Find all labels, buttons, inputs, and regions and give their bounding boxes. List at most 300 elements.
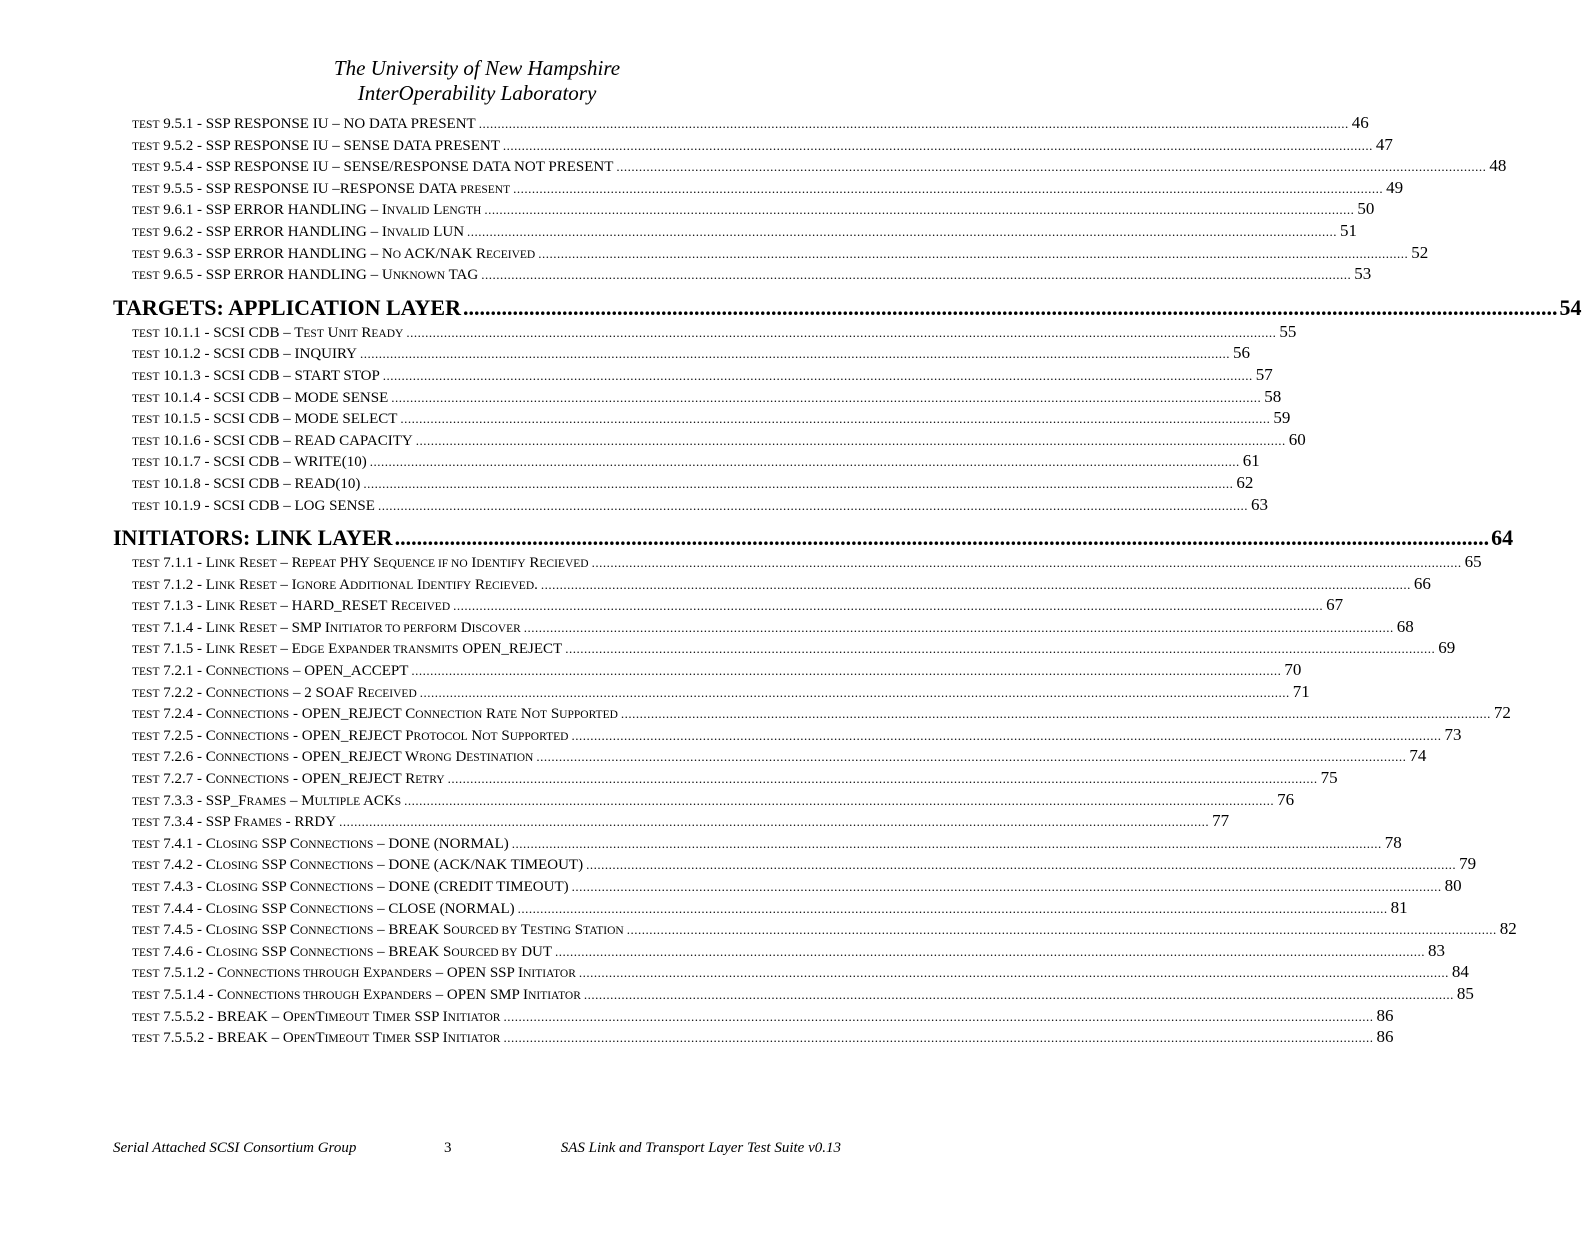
toc-entry-text: 7.2.7 - C xyxy=(159,771,216,788)
toc-entry-text: TEST xyxy=(132,414,160,427)
toc-entry-text: 7.2.4 - C xyxy=(159,706,216,723)
toc-entry-text: O xyxy=(392,248,402,261)
toc-entry-text: 9.5.5 - SSP RESPONSE IU –RESPONSE DATA xyxy=(159,180,461,197)
toc-entry-text: TEST xyxy=(132,558,160,571)
toc-entry-text: OURCED BY xyxy=(451,946,518,959)
toc-entry-text: S xyxy=(547,706,560,723)
toc-entry-text: ONNECTION xyxy=(415,709,483,722)
toc-entry-text: T xyxy=(517,922,531,939)
toc-entry-text: ONNECTIONS xyxy=(215,774,290,787)
toc-entry[interactable] xyxy=(113,1027,1394,1049)
toc-entry-label xyxy=(132,433,413,450)
toc-entry[interactable] xyxy=(113,919,1517,941)
toc-entry-label xyxy=(132,987,581,1004)
toc-entry-text: TEST xyxy=(132,644,160,657)
toc-entry[interactable] xyxy=(113,660,1302,682)
dot-leader xyxy=(445,771,1321,787)
toc-entry-text: ONNECTIONS xyxy=(299,925,374,938)
toc-entry-label xyxy=(132,498,375,515)
toc-entry[interactable] xyxy=(113,811,1230,833)
toc-entry-text: 7.3.4 - SSP F xyxy=(159,814,243,831)
toc-entry-label xyxy=(132,411,397,428)
toc-entry-text: TEST xyxy=(132,1011,160,1024)
toc-entry-label xyxy=(132,246,535,263)
toc-entry-text: ESET xyxy=(249,601,277,614)
toc-entry-label xyxy=(132,1009,500,1026)
toc-entry-label xyxy=(132,793,401,810)
toc-entry-text: IMEOUT xyxy=(324,1011,370,1024)
toc-entry-text: 10.1.6 - SCSI CDB – READ CAPACITY xyxy=(159,432,413,449)
toc-entry-text: – R xyxy=(276,555,302,572)
toc-entry-text: ONNECTIONS xyxy=(299,903,374,916)
toc-entry-text: 7.5.1.2 - C xyxy=(159,965,227,982)
toc-entry[interactable] xyxy=(113,876,1462,898)
dot-leader xyxy=(464,224,1340,240)
toc-entry[interactable] xyxy=(113,789,1295,812)
toc-entry-text: 7.2.5 - C xyxy=(159,727,216,744)
page-header xyxy=(0,56,954,106)
toc-page-number: 48 xyxy=(1489,156,1507,176)
toc-entry-text: NITIATOR xyxy=(447,1033,501,1046)
toc-page-number: 85 xyxy=(1456,983,1474,1003)
toc-entry-text: A xyxy=(336,576,350,593)
toc-entry[interactable] xyxy=(113,494,1268,517)
toc-entry-text: 7.5.1.4 - C xyxy=(159,986,227,1003)
toc-entry[interactable] xyxy=(113,573,1431,596)
toc-entry-text: ECIEVED xyxy=(539,558,589,571)
toc-entry[interactable] xyxy=(113,595,1344,617)
toc-entry-text: TEST xyxy=(132,860,160,873)
toc-entry[interactable] xyxy=(113,386,1282,409)
toc-entry-text: TEST xyxy=(132,327,160,340)
toc-page-number: 78 xyxy=(1384,832,1402,852)
toc-entry-text: NITIATOR xyxy=(528,989,581,1002)
toc-section-heading[interactable] xyxy=(113,525,1514,552)
toc-entry-text: 7.1.1 - L xyxy=(159,555,215,572)
toc-entry-text: R xyxy=(235,598,250,615)
toc-entry-label xyxy=(132,836,509,853)
toc-entry-text: I xyxy=(467,555,477,572)
toc-entry[interactable] xyxy=(113,199,1375,221)
toc-entry-text: – BREAK S xyxy=(373,943,452,960)
toc-entry[interactable] xyxy=(113,746,1427,768)
toc-entry-label xyxy=(132,620,521,637)
toc-entry-text: DENTIFY xyxy=(421,579,472,592)
toc-entry[interactable] xyxy=(113,616,1414,639)
toc-entry[interactable] xyxy=(113,408,1291,430)
toc-entry-text: TEST xyxy=(132,248,160,261)
toc-page-number: 55 xyxy=(1279,321,1297,341)
toc-entry-text: 7.1.3 - L xyxy=(159,598,215,615)
toc-entry-label xyxy=(132,476,360,493)
toc-entry-label xyxy=(132,224,464,241)
toc-entry-text: D xyxy=(457,619,472,636)
toc-entry-text: IMER xyxy=(381,1033,411,1046)
toc-entry-text: ONNECTIONS xyxy=(299,882,374,894)
toc-entry-text: UPPORTED xyxy=(509,730,569,743)
toc-entry[interactable] xyxy=(113,768,1338,790)
toc-entry-text: ONNECTIONS THROUGH xyxy=(226,968,360,981)
toc-entry-label xyxy=(132,202,481,219)
toc-entry-text: TEST xyxy=(132,140,160,153)
toc-entry-text: TEST xyxy=(132,817,160,830)
dot-leader xyxy=(367,454,1243,470)
toc-entry-text: IMEOUT xyxy=(324,1033,370,1046)
toc-entry-text: TEST xyxy=(132,270,160,283)
toc-entry-text: OT xyxy=(531,709,548,722)
dot-leader xyxy=(515,901,1391,917)
dot-leader xyxy=(568,728,1444,744)
dot-leader xyxy=(618,706,1494,722)
toc-entry-text: – M xyxy=(286,792,315,809)
toc-entry-text: E xyxy=(324,641,338,658)
toc-page-number: 64 xyxy=(1491,525,1514,551)
toc-page-number: 49 xyxy=(1386,177,1404,197)
toc-entry-text: ONNECTIONS xyxy=(215,666,290,679)
toc-entry-text: EADY xyxy=(371,327,404,340)
toc-entry-label xyxy=(132,685,417,702)
toc-entry-text: – BREAK S xyxy=(373,922,452,939)
toc-entry-text: 7.2.2 - C xyxy=(159,684,216,701)
toc-entry-text: RAMES xyxy=(246,795,287,808)
toc-entry-text: PEN xyxy=(293,1011,316,1024)
toc-entry-text: NITIATOR TO PERFORM xyxy=(329,622,457,635)
toc-entry-label xyxy=(132,555,589,572)
toc-entry-label xyxy=(132,598,450,615)
toc-entry-label xyxy=(132,965,576,982)
toc-entry-label xyxy=(132,749,533,766)
toc-entry-text: DENTIFY xyxy=(476,558,526,571)
toc-entry-text: 7.4.6 - C xyxy=(159,943,216,960)
toc-entry-text: XPANDERS xyxy=(372,968,432,981)
toc-entry-text: ACK/NAK R xyxy=(401,245,487,262)
toc-entry-text: ONNECTIONS xyxy=(215,687,290,700)
dot-leader xyxy=(357,346,1233,362)
toc-entry-text: TAG xyxy=(445,267,479,284)
toc-entry-text: INK xyxy=(214,644,236,657)
toc-entry-text: LOSING xyxy=(215,925,258,938)
toc-page-number: 73 xyxy=(1444,724,1462,744)
toc-page-number: 59 xyxy=(1273,408,1291,428)
dot-leader xyxy=(624,922,1500,938)
toc-entry-text: ECEIVED xyxy=(486,248,536,261)
toc-entry-text: T xyxy=(369,1008,382,1025)
toc-entry-text: TEST xyxy=(132,1033,160,1046)
toc-entry-label xyxy=(132,1030,500,1047)
toc-entry-text: S xyxy=(497,727,510,744)
toc-entry-text: ONNECTIONS THROUGH xyxy=(226,989,360,1002)
toc-entry-label xyxy=(132,325,403,342)
toc-entry-text: – 2 SOAF R xyxy=(289,684,368,701)
toc-entry-text: DDITIONAL xyxy=(350,579,414,592)
toc-page-number: 76 xyxy=(1277,789,1295,809)
toc-entry-text: TEST xyxy=(132,687,160,700)
dot-leader xyxy=(397,411,1273,427)
toc-entry-text: ESTING xyxy=(530,925,571,938)
dot-leader xyxy=(509,836,1385,852)
toc-entry-label xyxy=(132,368,380,385)
toc-entry-text: DGE xyxy=(300,644,325,657)
toc-entry-text: ONNECTIONS xyxy=(215,730,290,743)
toc-entry-text: TEST xyxy=(132,838,160,851)
toc-entry[interactable] xyxy=(113,552,1482,574)
toc-entry-text: OPEN_REJECT xyxy=(458,641,563,658)
toc-entry-text: ETRY xyxy=(415,774,445,787)
toc-entry[interactable] xyxy=(113,321,1297,344)
toc-entry-text: D xyxy=(451,749,467,766)
toc-entry[interactable] xyxy=(113,113,1369,135)
toc-entry-text: 9.6.2 - SSP ERROR HANDLING – I xyxy=(159,223,387,240)
toc-entry-text: 10.1.2 - SCSI CDB – INQUIRY xyxy=(159,346,358,363)
toc-page-number: 47 xyxy=(1375,134,1393,154)
toc-entry-label xyxy=(132,901,515,918)
toc-entry-text: ESET xyxy=(249,644,277,657)
toc-entry-text: NVALID xyxy=(386,205,430,218)
toc-entry-text: OURCED BY xyxy=(451,925,518,938)
toc-entry[interactable] xyxy=(113,242,1429,265)
toc-entry-text: – DONE (CREDIT TIMEOUT) xyxy=(373,879,569,895)
toc-entry-text: TEST xyxy=(132,119,160,131)
toc-page-number: 80 xyxy=(1444,876,1462,895)
toc-entry-text: EQUENCE IF NO xyxy=(381,558,468,571)
toc-entry-text: 7.4.2 - C xyxy=(159,857,216,874)
toc-page-number: 66 xyxy=(1413,573,1431,593)
toc-entry-text: 7.5.5.2 - BREAK – O xyxy=(159,1030,294,1047)
dot-leader xyxy=(380,368,1256,384)
toc-entry-text: E xyxy=(359,965,373,982)
toc-section-heading[interactable] xyxy=(113,294,1582,322)
toc-page-number: 79 xyxy=(1459,854,1477,874)
toc-entry-text: - RRDY xyxy=(281,814,337,831)
toc-entry[interactable] xyxy=(113,472,1254,495)
toc-entry-text: ACK xyxy=(360,792,395,809)
toc-entry-text: – DONE (ACK/NAK TIMEOUT) xyxy=(373,857,584,874)
footer-page-number: 3 xyxy=(444,1140,452,1156)
toc-entry-text: EST xyxy=(303,327,324,340)
toc-entry-text: TEST xyxy=(132,349,160,362)
toc-entry-text: . xyxy=(534,576,538,593)
toc-entry-text: TEST xyxy=(132,774,160,787)
dot-leader xyxy=(500,138,1376,154)
toc-entry-text: N xyxy=(467,727,483,744)
toc-entry-text: TATION xyxy=(583,925,624,938)
toc-entry-text: N xyxy=(517,706,532,723)
toc-entry-text: INK xyxy=(214,622,236,635)
toc-entry-text: XPANDER TRANSMITS xyxy=(337,644,459,657)
toc-entry-text: 7.4.5 - C xyxy=(159,922,216,939)
toc-entry-label xyxy=(132,390,388,407)
toc-entry-text: R xyxy=(525,555,540,572)
dot-leader xyxy=(360,476,1236,492)
toc-entry[interactable] xyxy=(113,681,1310,704)
toc-entry-text: - OPEN_REJECT R xyxy=(289,771,416,788)
toc-entry-label xyxy=(132,814,336,831)
toc-entry-text: R xyxy=(235,576,250,593)
toc-entry-text: ULTIPLE xyxy=(314,795,361,808)
toc-entry-text: LUN xyxy=(429,223,465,240)
toc-page-number: 72 xyxy=(1493,703,1511,723)
dot-leader xyxy=(552,944,1428,960)
toc-entry[interactable] xyxy=(113,724,1462,747)
toc-entry[interactable] xyxy=(113,832,1402,855)
toc-entry[interactable] xyxy=(113,451,1260,473)
toc-entry-text: SSP C xyxy=(257,857,300,874)
toc-entry-label xyxy=(132,267,478,284)
toc-page-number: 68 xyxy=(1396,616,1414,636)
dot-leader xyxy=(521,620,1397,636)
toc-entry-text: INK xyxy=(214,579,236,592)
toc-entry-text: 10.1.3 - SCSI CDB – START STOP xyxy=(159,367,380,384)
toc-entry-text: TEST xyxy=(132,968,160,981)
dot-leader xyxy=(533,749,1409,765)
dot-leader xyxy=(538,577,1414,593)
toc-entry-text: LOSING xyxy=(215,860,258,873)
toc-entry-text: R xyxy=(235,555,250,572)
toc-page-number: 77 xyxy=(1212,811,1230,831)
toc-entry-text: UPPORTED xyxy=(559,709,618,722)
toc-entry-text: RONG xyxy=(419,752,452,765)
toc-entry-text: ESET xyxy=(249,558,277,571)
toc-entry[interactable] xyxy=(113,983,1474,1006)
toc-entry-text: L xyxy=(429,202,443,219)
toc-entry-label xyxy=(132,857,583,874)
toc-entry-text: INK xyxy=(214,601,236,614)
toc-page-number: 57 xyxy=(1255,364,1273,384)
toc-page-number: 69 xyxy=(1438,638,1456,658)
toc-entry-label xyxy=(132,454,367,471)
dot-leader xyxy=(500,1009,1376,1025)
toc-entry[interactable] xyxy=(113,364,1273,387)
toc-entry-text: R xyxy=(357,324,372,341)
toc-entry-text: 10.1.7 - SCSI CDB – WRITE(10) xyxy=(159,454,367,471)
toc-section-label: INITIATORS: LINK LAYER xyxy=(113,525,393,551)
toc-entry[interactable] xyxy=(113,264,1372,286)
toc-entry-text: 10.1.5 - SCSI CDB – MODE SELECT xyxy=(159,411,398,428)
toc-entry[interactable] xyxy=(113,962,1469,984)
toc-page-number: 82 xyxy=(1499,919,1517,939)
toc-entry-text: SSP C xyxy=(257,900,300,917)
toc-entry[interactable] xyxy=(113,940,1446,963)
toc-entry-text: PEN xyxy=(293,1033,316,1046)
toc-entry-text: ONNECTIONS xyxy=(299,946,374,959)
toc-entry-text: SSP I xyxy=(410,1030,448,1047)
toc-entry-text: ESET xyxy=(249,622,277,635)
footer-organization: Serial Attached SCSI Consortium Group xyxy=(113,1140,357,1156)
dot-leader xyxy=(336,814,1212,830)
dot-leader xyxy=(581,987,1457,1003)
toc-entry-label xyxy=(132,944,552,961)
toc-page-number: 53 xyxy=(1354,264,1372,284)
toc-entry-text: – OPEN_ACCEPT xyxy=(289,663,409,680)
toc-entry-text: - OPEN_REJECT P xyxy=(289,727,414,744)
toc-entry-text: TEST xyxy=(132,752,160,765)
toc-section-label: TARGETS: APPLICATION LAYER xyxy=(113,294,461,320)
toc-entry-label xyxy=(132,771,445,788)
toc-page-number: 86 xyxy=(1376,1005,1394,1025)
toc-entry-text: TEST xyxy=(132,666,160,679)
toc-entry-text: PHY S xyxy=(336,555,382,572)
toc-entry-text: SSP C xyxy=(257,879,300,895)
toc-entry-text: ESET xyxy=(249,579,277,592)
toc-entry-text: 9.6.3 - SSP ERROR HANDLING – N xyxy=(159,245,393,262)
toc-entry-text: S xyxy=(394,795,402,808)
toc-entry-text: OT xyxy=(482,730,498,743)
toc-entry-text: R xyxy=(235,641,250,658)
toc-page-number: 58 xyxy=(1264,386,1282,406)
toc-entry-text: RAMES xyxy=(242,817,282,830)
toc-entry-text: 10.1.4 - SCSI CDB – MODE SENSE xyxy=(159,389,389,406)
toc-page-number: 60 xyxy=(1288,429,1306,449)
toc-page-number: 75 xyxy=(1320,768,1338,788)
toc-entry-text: EPEAT xyxy=(301,558,337,571)
toc-entry-text: ECEIVED xyxy=(400,601,451,614)
toc-entry[interactable] xyxy=(113,177,1404,200)
toc-entry-text: – HARD_RESET R xyxy=(276,598,401,615)
toc-entry-text: TEST xyxy=(132,183,160,196)
toc-entry-text: – I xyxy=(276,576,297,593)
toc-entry[interactable] xyxy=(113,429,1306,452)
toc-entry-text: ISCOVER xyxy=(471,622,521,635)
toc-entry[interactable] xyxy=(113,897,1408,920)
toc-entry-label xyxy=(132,728,568,745)
dot-leader xyxy=(401,793,1277,809)
toc-entry[interactable] xyxy=(113,343,1251,365)
toc-entry-text: T xyxy=(315,1030,325,1047)
toc-entry-label xyxy=(132,922,624,939)
toc-entry[interactable] xyxy=(113,854,1477,876)
toc-entry-label xyxy=(132,577,538,594)
toc-page-number: 50 xyxy=(1357,199,1375,219)
toc-entry-text: TEST xyxy=(132,162,160,175)
toc-page-number: 67 xyxy=(1326,595,1344,615)
toc-entry[interactable] xyxy=(113,220,1358,243)
toc-entry-label xyxy=(132,706,618,723)
toc-entry-text: ONNECTIONS xyxy=(299,838,374,851)
toc-entry-text: TEST xyxy=(132,205,160,218)
toc-entry[interactable] xyxy=(113,703,1511,725)
toc-entry-text: TEST xyxy=(132,500,160,513)
toc-entry-text: 10.1.9 - SCSI CDB – LOG SENSE xyxy=(159,497,375,514)
toc-entry-text: TEST xyxy=(132,601,160,614)
toc-entry-text: TEST xyxy=(132,882,160,894)
dot-leader xyxy=(417,685,1293,701)
toc-entry-text: 7.4.4 - C xyxy=(159,900,216,917)
dot-leader xyxy=(375,498,1251,514)
toc-entry-text: ENGTH xyxy=(442,205,482,218)
toc-page-number: 62 xyxy=(1236,472,1254,492)
toc-page-number: 81 xyxy=(1390,897,1408,917)
toc-entry-text: 9.5.1 - SSP RESPONSE IU – NO DATA PRESENT xyxy=(159,116,476,132)
toc-entry-text: T xyxy=(315,1008,325,1025)
toc-entry-text: TEST xyxy=(132,989,160,1002)
toc-entry[interactable] xyxy=(113,638,1456,660)
toc-entry[interactable] xyxy=(113,1005,1394,1028)
header-institution: The University of New Hampshire xyxy=(333,56,621,80)
toc-entry-text: ONNECTIONS xyxy=(299,860,374,873)
toc-entry[interactable] xyxy=(113,134,1393,157)
toc-entry-text: T xyxy=(369,1030,382,1047)
toc-entry[interactable] xyxy=(113,156,1507,178)
toc-page-number: 46 xyxy=(1351,113,1369,132)
toc-entry-text: 7.1.5 - L xyxy=(159,641,215,658)
toc-entry-text: R xyxy=(482,706,497,723)
toc-entry-text: TEST xyxy=(132,579,160,592)
toc-entry-text: 7.1.4 - L xyxy=(159,619,215,636)
toc-page-number: 65 xyxy=(1464,552,1482,572)
toc-entry-text: SSP C xyxy=(257,922,300,939)
toc-entry-text: SSP C xyxy=(257,835,300,852)
toc-entry-text: 9.5.2 - SSP RESPONSE IU – SENSE DATA PRESENT xyxy=(159,137,500,154)
